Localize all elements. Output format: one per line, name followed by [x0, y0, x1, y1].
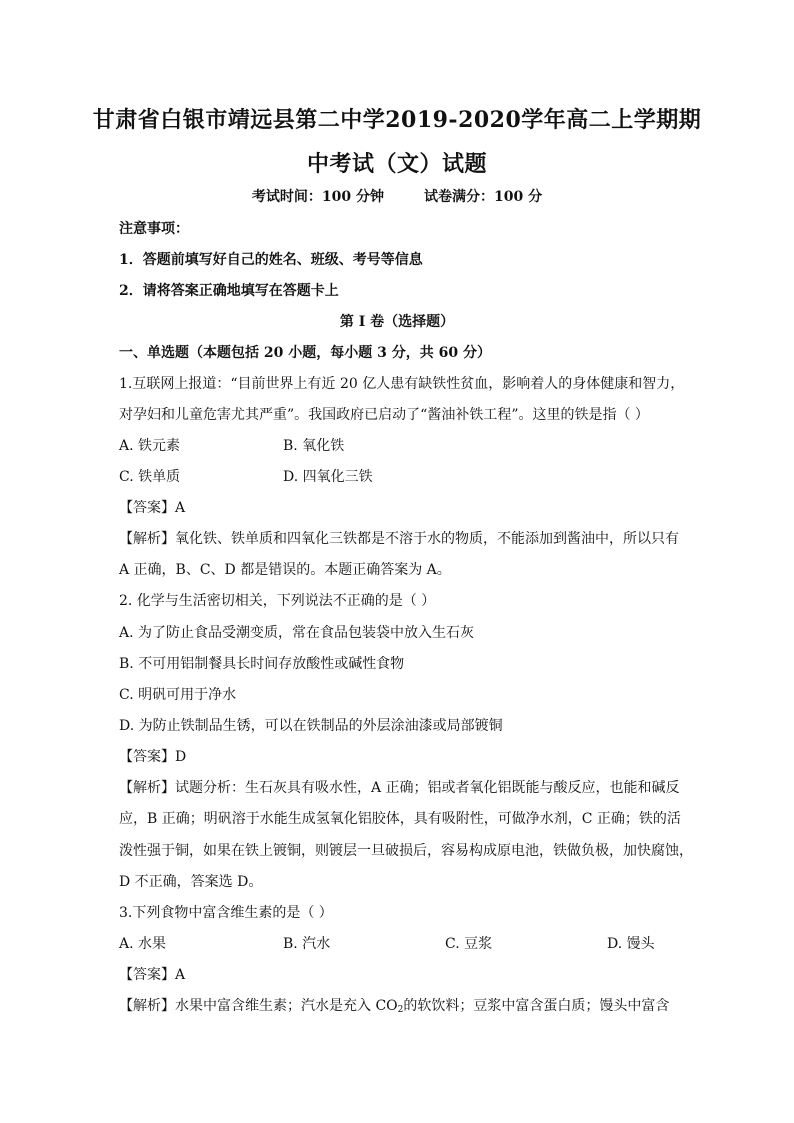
title-line-2: 中考试（文）试题 — [306, 151, 487, 177]
q1-option-b: B. 氧化铁 — [283, 438, 345, 454]
notes-heading: 注意事项： — [119, 221, 189, 237]
part-heading: 一、单选题（本题包括 20 小题，每小题 3 分，共 60 分） — [119, 345, 491, 361]
q1-option-d: D. 四氧化三铁 — [283, 469, 373, 485]
q2-analysis-line-3: 泼性强于铜，如果在铁上镀铜，则镀层一旦破损后，容易构成原电池，铁做负极，加快腐蚀， — [119, 843, 693, 859]
q1-analysis-line-1: 【解析】氧化铁、铁单质和四氧化三铁都是不溶于水的物质，不能添加到酱油中，所以只有 — [119, 531, 679, 547]
q2-analysis-line-2: 应，B 正确；明矾溶于水能生成氢氧化铝胶体，具有吸附性，可做净水剂，C 正确；铁的活 — [119, 811, 681, 827]
note-1: 1．答题前填写好自己的姓名、班级、考号等信息 — [119, 252, 423, 268]
q3-answer: 【答案】A — [119, 967, 186, 983]
q2-option-a: A. 为了防止食品受潮变质，常在食品包装袋中放入生石灰 — [119, 625, 475, 641]
q1-stem-line-1: 1.互联网上报道：“目前世界上有近 20 亿人患有缺铁性贫血，影响着人的身体健康和智力， — [119, 376, 685, 392]
q3-analysis-line-1 — [119, 996, 679, 1020]
q2-stem: 2. 化学与生活密切相关，下列说法不正确的是（ ） — [119, 593, 436, 609]
q3-stem: 3.下列食物中富含维生素的是（ ） — [119, 905, 333, 921]
q1-answer: 【答案】A — [119, 500, 186, 516]
exam-meta — [0, 186, 794, 206]
section-title: 第 I 卷（选择题） — [339, 314, 455, 330]
q2-option-c: C. 明矾可用于净水 — [119, 687, 237, 703]
q1-stem-line-2: 对孕妇和儿童危害尤其严重”。我国政府已启动了“酱油补铁工程”。这里的铁是指（ ） — [119, 407, 649, 423]
note-2: 2．请将答案正确地填写在答题卡上 — [119, 283, 339, 299]
exam-score: 试卷满分：100 分 — [424, 189, 543, 205]
q1-option-a: A. 铁元素 — [119, 438, 181, 454]
q3-option-d: D. 馒头 — [607, 936, 655, 952]
q3-option-c: C. 豆浆 — [445, 936, 493, 952]
title-line-1: 甘肃省白银市靖远县第二中学2019-2020学年高二上学期期 — [92, 107, 702, 133]
q3-analysis-post: 的软饮料；豆浆中富含蛋白质；馒头中富含 — [403, 998, 670, 1014]
exam-time: 考试时间：100 分钟 — [251, 189, 384, 205]
q2-option-b: B. 不可用铝制餐具长时间存放酸性或碱性食物 — [119, 656, 405, 672]
q3-option-b: B. 汽水 — [283, 936, 331, 952]
q2-option-d: D. 为防止铁制品生锈，可以在铁制品的外层涂油漆或局部镀铜 — [119, 718, 503, 734]
q2-analysis-line-4: D 不正确，答案选 D。 — [119, 874, 263, 890]
q1-option-c: C. 铁单质 — [119, 469, 181, 485]
q1-analysis-line-2: A 正确，B、C、D 都是错误的。本题正确答案为 A。 — [119, 562, 451, 578]
q3-option-a: A. 水果 — [119, 936, 167, 952]
q3-analysis-subscript: 2 — [397, 1005, 404, 1015]
q2-answer: 【答案】D — [119, 749, 187, 765]
q2-analysis-line-1: 【解析】试题分析：生石灰具有吸水性，A 正确；铝或者氧化铝既能与酸反应，也能和碱反 — [119, 780, 680, 796]
q3-analysis-pre: 【解析】水果中富含维生素；汽水是充入 CO — [119, 998, 398, 1014]
